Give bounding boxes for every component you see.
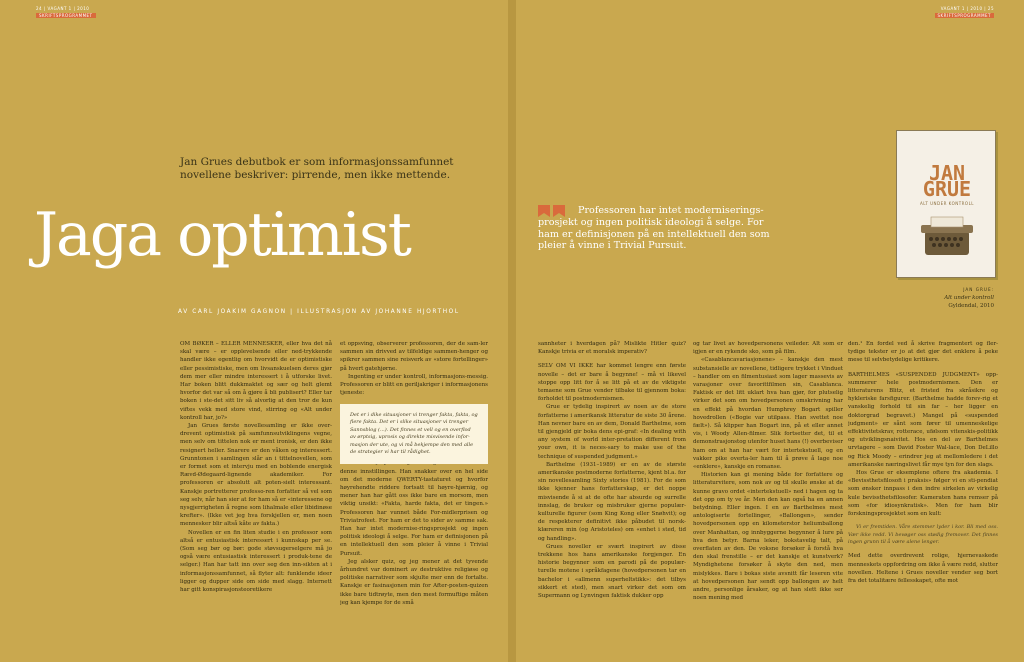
paragraph: Grues noveller er svært inspirert av disse trekkene hos hans amerikanske forgjenger. En historie begynner som en parodi på de populær-turelle motene i språkfagene (hovedpersonen tar en bachelor i «allmenn superheltstikk»: det tilbys sikkert et sted), men snart virker det som om Supermann og Lynvingen faktisk dukker opp — [538, 543, 686, 600]
paragraph: Med dette overdrevent rolige, hjernevaskede menneskets oppfordring om ikke å være redd, slutter novellen. Heltene i Grues noveller vender seg bort fra det totalitære fellesskapet, ofte mot — [848, 553, 998, 585]
book-cover — [896, 130, 996, 278]
left-page — [0, 0, 508, 662]
column-left-2 — [340, 340, 488, 656]
column-right-3 — [848, 340, 998, 656]
paragraph: «Casablancavariasjonene» – kanskje den mest substansielle av novellene, tidligere trykket i Vinduet – handler om en filmentusiast som lager massevis av varasjoner over favorittfilmen sin, Casablanca. Faktisk er det litt uklart hva han gjør, for plutselig virker det som om hovedpersonen omskrivning har en effekt på hvordan Humphrey Bogart spiller hovedrollen («Bogie var utilpass. Han svettet noe fælt»). Så klipper han Bogart inn, på et eller annet vis, i Woody Allen-filmer. Slik fortsetter det, til et demonstrasjonstog utenfor huset hans (!) overbeviser ham om at han har vært for intertekstuell, og en vakker pike overta-ler ham til å prøve å lage noe «enklere», kanskje en romanse. — [693, 357, 843, 471]
paragraph: Historien kan gi mening både for forfattere og litteraturvitere, som nok av og til skulle ønske at de kunne gravo ordet «intertekstuell» ned i hagen og ta det opp om ty ve år. Men den kan også ha en annen betydning. Eller ingen. I en av Barthelmes mest antologiserte fortellinger, «Ballongen», sender hovedpersonen opp en kilometerstor heliumballong over Manhattan, og innbyggerne begynner å lure på hva den betyr. Barna leker, bokstavelig talt, på overflaten av den. De voksne forsøker å forstå hva den skal frenstille – er det kanskje et kunstverk? Myndighetene forsøker å skyte den ned, men mislykkes. Bare i bokas siste avsnitt får leseren vite at hovedpersonen har sendt opp ballongen av helt andre, personlige årsaker, og at han slett ikke ser noen mening med — [693, 472, 843, 602]
paragraph: Ingenting er under kontroll, informasjons-messig. Professoren er blitt en geriljakriger i informasjonens tjeneste: — [340, 373, 488, 397]
block-quote: Vi er fremtiden. Våre stemmer lyder i kor. Bli med oss. Vær ikke redd. Vi bevøger oss stødig fremover. Det finnes ingen grunn til å være alene lenger. — [848, 524, 998, 546]
paragraph: denne innstillingen. Han snakker over en hel side om det moderne QWERTY-tastaturet og hvorfor høyrehendte riddere fortsatt til høyre-hjørnig, og mener han har gått oss ikke bare en morsom, men viktig unsikt: «Fakta, harde fakta, det er tingen.» Professoren har vunnet både For-midlerprisen og Triviatrofeet. For ham er det to sider av samme sak. Han har intet modernise-ringsprosjekt og ingen politisk ideologi å selge. For ham er definisjonen på en intellektuell den som pleier å vinne i Trivial Pursuit. — [340, 468, 488, 557]
caption-publisher: Gyldendal, 2010 — [948, 303, 994, 309]
paragraph: Barthelme (1931–1989) er en av de største amerikanske postmoderne forfatterne, kjent bl.a. for sin novellesamling Sixty stories (1981). For de som ikke kjenner hans forfatterskap, er det noppe misvisende å si at de ofte har absurde og surrelle innslag, de bruker og misbruker gjerne populær-kulturelle figurer (som King Kong eller Snøhvit); og de respekterer definitivt ikke påbudet til norsk-klæreren min (og Aristoteles) om «enhet i sted, tid og handling». — [538, 461, 686, 542]
paragraph: Hos Grue er eksemplene oftere fra akademia. I «Bevissthetsfilosofi i praksis» følger vi en sti-pendiat som ønsker innpass i den indre sirkelen av virkelig kule bevissthetsfilosofer. Kameraten hans remser på som «for idiosynkratisk». Men for ham blir forskningsprosjektet som en kult: — [848, 470, 998, 518]
paragraph: Grue er tydelig inspirert av noen av de store forfatterne i amerikansk litteratur de siste 30 årene. Han nevner bare en av dem, Donald Barthelme, som til gjengjeld gir boka dens epi-graf: «In dealing with any system of world inter-pretation different from your own, it is neces-sary to make use of the technique of suspended judgment.» — [538, 404, 686, 460]
caption-title: Alt under kontroll — [944, 295, 994, 301]
paragraph: den.¹ En fordel ved å skrive fragmentert og fler-tydige tekster er jo at det gjør det enklere å peke mese til selvbetydelige kritikere. — [848, 341, 998, 364]
folio-left — [36, 6, 96, 18]
column-right-2 — [693, 340, 843, 656]
pull-quote-text: Professoren har intet moderniserings-prosjekt og ingen politisk ideologi å selge. For ham er definisjonen på en intellektuell den som pleier å vinne i Trivial Pursuit. — [538, 205, 770, 252]
book-cover-subtitle: ALT UNDER KONTROLL — [919, 201, 975, 206]
book-caption — [874, 286, 994, 310]
paragraph: og tar livet av hovedpersonens veileder. Alt som er igjen er en rykende sko, som på film. — [693, 341, 843, 356]
article-headline: Jaga optimist — [34, 200, 410, 270]
caption-label: JAN GRUE: — [963, 287, 994, 292]
typewriter-icon — [917, 213, 977, 263]
article-lede: Jan Grues debutbok er som informasjonssamfunnet novellene beskriver: pirrende, men ikke mettende. — [180, 156, 454, 181]
column-right-1 — [538, 340, 686, 656]
paragraph: OM BØKER – ELLER MENNESKER, eller hva det nå skal være – er opplevelsende eller ned-trykkende handler ikke egentlig om hvorvidt de er optimistiske eller pessimistiske, men om livsanskuelsen deres gjør dem mer eller mindre interessert i å utforske livet. Har boken blitt dukkmaktet og sær og helt glemt hvorfor det var så om å gjøre å bli publisert? Eller tar boken i ste-det sitt liv så alvorlig at den tror de kun viftes vekk med store vind, stirring og «Alt under kontroll har, jo?» — [180, 341, 332, 421]
paragraph: Jan Grues første novellesamling er ikke over-drevent optimistisk på samfunnsutviklingens vegne, men selv om tittelen nok er ment ironisk, er den ikke resignert heller. Snarere er den våken og interessert. Grunntonen i samlingen slår an i tittelnovellen, som er formet som et intervju med en boblende energisk Rævd-Ødegaard-lignende akademiker. For professoren er absolutt alt poten-sielt interessant. Kanskje portretterer professo-ren forfatter så vel som seg selv, når han sier at for ham så er «interessene og nysgjerrigheten å regne som lihalmale eller libidinøse krefter». (Ikke vet jeg hva forskjellen er, men noen mennesker blir altså kåte av fakta.) — [180, 423, 332, 528]
folio-left-tag: SKRIFTSPROGRAMMET — [36, 13, 96, 18]
book-cover-title: JAN GRUE — [922, 161, 972, 201]
paragraph: SELV OM VI IKKE har kommet lengre enn første novelle – det er bare å begynne! – må vi likevel stoppe opp litt for å se litt på et av de viktigste temaene som Grue vender tilbake til gjennom boka: forholdet til postmodernismen. — [538, 363, 686, 403]
folio-right-tag: SKRIFTSPROGRAMMET — [935, 13, 995, 18]
paragraph: et oppsving, observerer professoren, der de sam-ler sammen sin drivved av tilfeldige sammen-henger og spikrer sammen sine reisverk av «store fortellinger» på hvert gatehjørne. — [340, 341, 488, 372]
folio-right-text: VAGANT 1 | 2010 | 25 — [940, 6, 994, 11]
pull-quote — [538, 205, 778, 252]
page-gutter — [508, 0, 516, 662]
paragraph: BARTHELMES «SUSPENDED JUDGMENT» opp-summerer hele postmodernismen. Den er litteraturens Blitz, et fristed fra skråsikre og hykleriske farsfigurer. (Barthelme hadde forev-rig et vanskelig forhold til sin far – her ligger en doktorgrad begravet.) Mangel på «suspended judgment» er sånt som fører til umenneskelige effektivitetskrav, rotterace, ufølsom vitenskis-politikk og utviklingsnaivitet. Hos en del av Barthelmes urvtagere – som David Foster Wal-lace, Don DeLillo og Rick Moody – erindrer jeg at mellomledere i det amerikanske næringslivet får mye tyn for den slags. — [848, 371, 998, 468]
column-left-1 — [180, 340, 332, 656]
paragraph: Jeg alsker quiz, og jeg mener at det tyvende århundret var dominert av destruktive religiøse og politiske narrativer som skjulte mer enn de fortalte. Kanskje er fasinasjonen min for After-posten-quizen ikke bare tidtrøyte, men den mest formuftige måten jeg kan kjempe for de små — [340, 558, 488, 606]
folio-left-text: 24 | VAGANT 1 | 2010 — [36, 6, 90, 11]
article-byline: AV CARL JOAKIM GAGNON | ILLUSTRASJON AV JOHANNE HJORTHOL — [178, 309, 460, 315]
paragraph: Novellen er en fin liten studie i en professor som altså er entusiastisk interessert i kunnskap per se. (Som seg bør og bør: gode støvsugerselgere må jo også være entusiastisk interessert i produk-tene de selger.) Han har tatt inn over seg den inn-sikten at i informasjonssamfunnet, så flyter alt: funklende ideer ligger og dupper side om side med slagg. Internett har gitt konspirasjonsteoretikere — [180, 529, 332, 594]
flag-icon — [538, 205, 568, 221]
paragraph: sannheter i hverdagen på? Mislikte Hitler quiz? Kanskje trivia er et moralsk imperativ? — [538, 341, 686, 356]
quote-sidebar: Det er i dike situasjoner vi trenger fakta, fakta, og flere fakta. Det er i slike situasjoner vi trenger Sannsblog (...). Det finnes et vell og en overflod av ørptsig, uprosis og direkte misvisende infor-masjon der ute, og vi må bekjempe den med alle de strategier vi har til rådighet. — [340, 404, 488, 464]
folio-right — [935, 6, 995, 18]
